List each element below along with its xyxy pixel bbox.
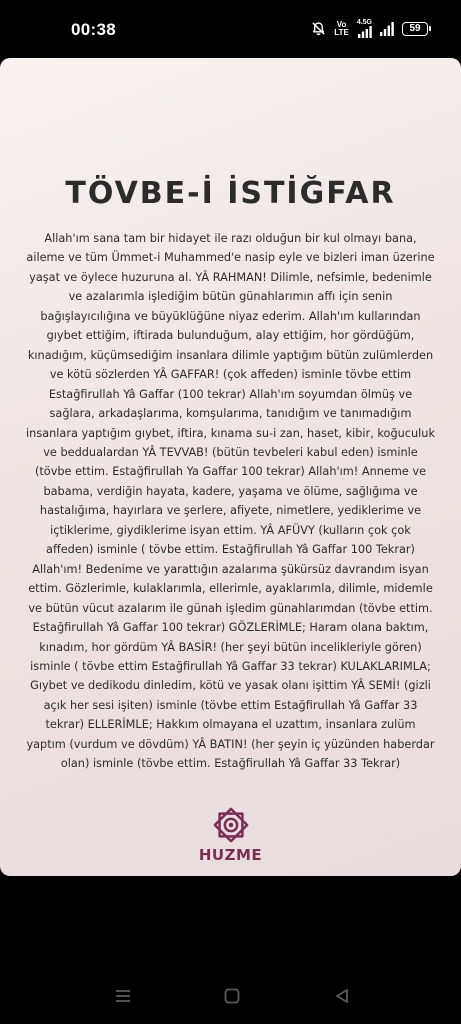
brand-logo	[0, 806, 461, 864]
volte-indicator	[334, 21, 349, 37]
volte-top: Vo	[336, 19, 347, 29]
triangle-back-icon[interactable]	[327, 982, 357, 1010]
square-icon[interactable]	[217, 982, 247, 1010]
prayer-text: Allah'ım sana tam bir hidayet ile razı olduğun bir kul olmayı bana, aileme ve tüm Ümmet-i Muhammed'e nasip eyle ve bizleri iman üzerine yaşat ve öylece huzuruna al. YÂ RAHMAN! Dilimle, nefsimle, bedenimle ve azalarımla işlediğim bütün günahlarımın affı için senin bağışlayıcılığına ve büyüklüğüne niyaz ederim. Allah'ım kullarından gıybet ettiğim, iftirada bulunduğum, alay ettiğim, hor gördüğüm, kınadığım, küçümsediğim insanlara dilimle yaptığım bütün zulümlerden ve kötü sözlerden YÂ GAFFAR! (çok affeden) isminle tövbe ettim Estağfirullah Yâ Gaffar (100 tekrar) Allah'ım soyumdan ölmüş ve sağlara, arkadaşlarıma, komşularıma, tanıdığım ve tanımadığım insanlara yaptığım gıybet, iftira, kınama su-i zan, haset, kibir, koğuculuk ve beddualardan YÂ TEVVAB! (bütün tevbeleri kabul eden) isminle (tövbe ettim. Estağfirullah Ya Gaffar 100 tekrar) Allah'ım! Anneme ve babama, verdiğin hayata, kadere, yaşama ve ölüme, sağlığıma ve hastalığıma, hayırlara ve şerlere, afiyete, nimetlere, yediklerime ve içtiklerime, giydiklerime isyan ettim. YÂ AFÜVY (kulların çok çok affeden) isminle ( tövbe ettim. Estağfirullah Yâ Gaffar 100 Tekrar) Allah'ım! Bedenime ve yarattığın azalarıma şükürsüz davrandım isyan ettim. Gözlerimle, kulaklarımla, ellerimle, ayaklarımla, dilimle, midemle ve bütün vücut azalarım ile günah işledim günahlarımdan (tövbe ettim. Estağfirullah Yâ Gaffar 100 tekrar) GÖZLERİMLE; Haram olana baktım, kınadım, hor gördüm YÂ BASİR! (her şeyi bütün incelikleriyle gören) isminle ( tövbe ettim Estağfirullah Yâ Gaffar 33 tekrar) KULAKLARIMLA; Gıybet ve dedikodu dinledim, kötü ve yasak olanı işittim YÂ SEMİ! (gizli açık her sesi işiten) isminle (tövbe ettim Estağfirullah Yâ Gaffar 33 tekrar) ELLERİMLE; Hakkım olmayana el uzattım, insanlara zulüm yaptım (vurdum ve dövdüm) YÂ BATIN! (her şeyin iç yüzünden haberdar olan) isminle (tövbe ettim. Estağfirullah Yâ Gaffar 33 Tekrar)	[26, 232, 435, 771]
network-indicator	[357, 19, 372, 38]
content-card[interactable]	[0, 58, 461, 876]
page-title: TÖVBE-İ İSTİĞFAR	[65, 176, 396, 211]
menu-lines-icon[interactable]	[108, 982, 138, 1010]
signal-bars-icon	[358, 26, 372, 38]
battery-icon	[402, 22, 428, 36]
brand-name: HUZME	[198, 846, 263, 864]
status-bar	[0, 0, 461, 58]
network-type: 4.5G	[356, 19, 372, 26]
navigation-bar	[0, 968, 461, 1024]
status-icons	[311, 19, 431, 38]
huzme-ornament-icon	[212, 806, 250, 844]
volte-bottom: LTE	[334, 27, 349, 37]
bell-off-icon	[311, 21, 326, 36]
signal-bars-icon	[380, 22, 394, 36]
battery-level: 59	[409, 23, 421, 34]
status-time: 00:38	[71, 20, 116, 39]
